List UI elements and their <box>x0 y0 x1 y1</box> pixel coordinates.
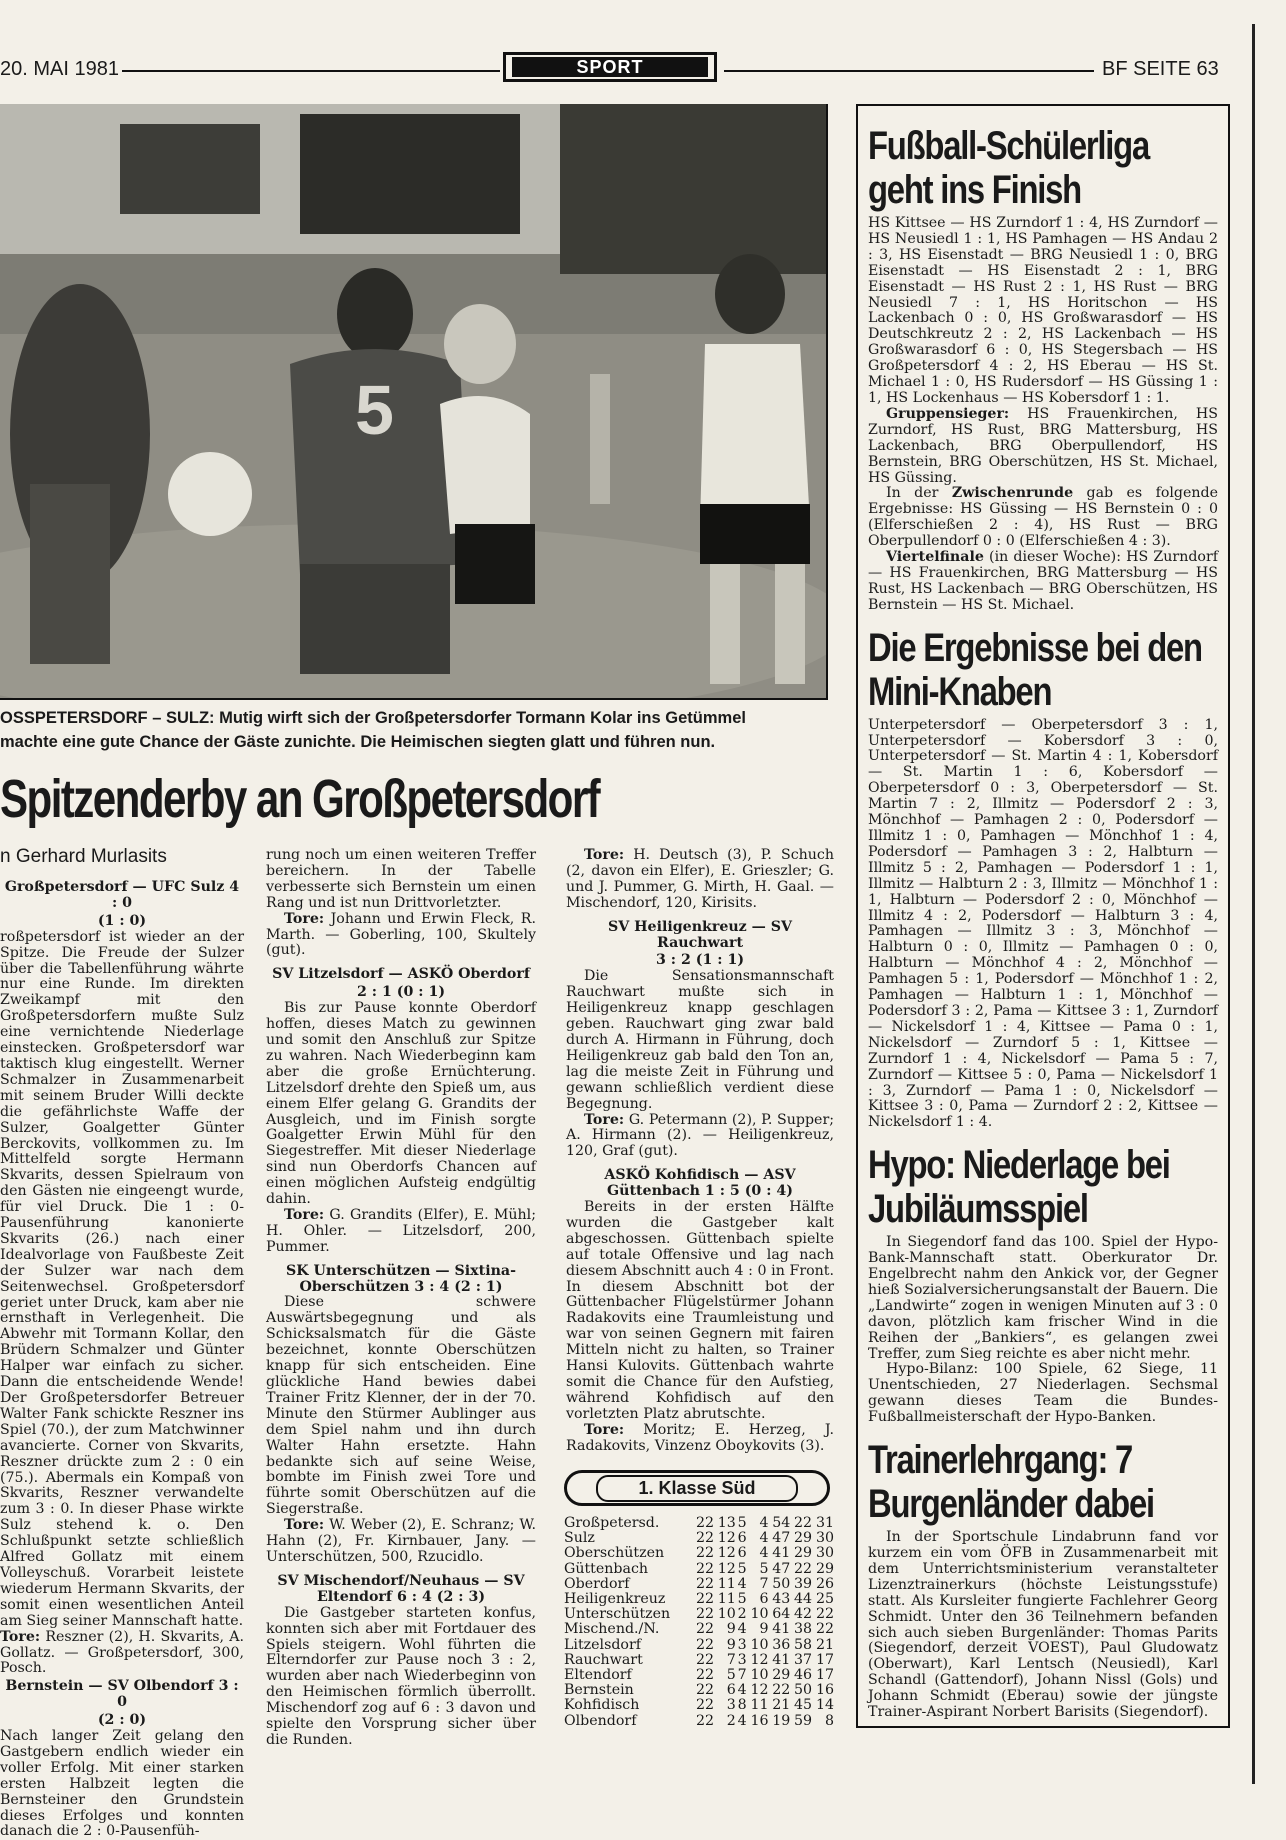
match-result: 2 : 1 (0 : 1) <box>356 984 446 1001</box>
scorers <box>266 912 536 960</box>
paragraph: Hypo-Bilanz: 100 Spiele, 62 Siege, 11 Unentschieden, 27 Niederlagen. Sechsmal gewann dieses Team die Bundes-Fußballmeisterschaft der Hypo-Banken. <box>868 1361 1218 1426</box>
article-column-3 <box>566 848 834 1455</box>
table-cell: 4 <box>737 1621 747 1638</box>
sidebar-article-hypo <box>868 1235 1218 1426</box>
paragraph: Unterpetersdorf — Oberpetersdorf 3 : 1, Unterpetersdorf — Kobersdorf 3 : 0, Unterpetersdorf — St. Martin 4 : 1, Kobersdorf — St. Martin 1 : 6, Kobersdorf — Oberpetersdorf 0 : 3, Oberpetersdorf — St. Martin 7 : 2, Illmitz — Podersdorf 2 : 3, Mönchhof — Pamhagen 2 : 0, Podersdorf — Illmitz 1 : 0, Pamhagen — Mönchhof 1 : 4, Podersdorf — Pamhagen 3 : 2, Halbturn — Illmitz 5 : 2, Pamhagen — Podersdorf 1 : 1, Illmitz — Halbturn 2 : 3, Illmitz — Mönchhof 1 : 1, Halbturn — Podersdorf 2 : 0, Mönchhof — Illmitz 4 : 2, Podersdorf — Halbturn 3 : 4, Pamhagen — Illmitz 3 : 3, Mönchhof — Halbturn 0 : 0, Illmitz — Pamhagen 0 : 0, Halbturn — Mönchhof 4 : 2, Mönchhof — Pamhagen 5 : 1, Podersdorf — Mönchhof 1 : 2, Pamhagen — Halbturn 1 : 1, Mönchhof — Podersdorf 3 : 2, Pama — Kittsee 3 : 1, Zurndorf — Nickelsdorf 1 : 4, Kittsee — Pama 0 : 1, Nickelsdorf — Zurndorf 5 : 1, Kittsee — Zurndorf 1 : 4, Nickelsdorf — Pama 5 : 7, Zurndorf — Kittsee 5 : 0, Pama — Nickelsdorf 1 : 3, Zurndorf — Pama 1 : 0, Nickelsdorf — Kittsee 3 : 0, Pama — Zurndorf 2 : 2, Kittsee — Nickelsdorf 1 : 4. <box>868 716 1218 1131</box>
table-cell: 3 <box>737 1636 747 1653</box>
table-cell: 22 <box>695 1682 715 1699</box>
scorers-label: Tore: <box>584 1111 625 1128</box>
table-cell: 9 <box>759 1621 769 1638</box>
table-row <box>564 1714 834 1729</box>
table-cell: 29 <box>794 1545 813 1562</box>
table-cell: 38 <box>794 1621 813 1638</box>
table-row <box>564 1653 834 1668</box>
table-cell: 43 <box>772 1591 791 1608</box>
main-headline: Spitzenderby an Großpetersdorf <box>0 769 600 829</box>
table-row <box>564 1577 834 1592</box>
table-cell: 29 <box>794 1530 813 1547</box>
table-cell: 12 <box>750 1651 769 1668</box>
table-cell: 26 <box>815 1575 834 1592</box>
table-cell: 22 <box>794 1560 813 1577</box>
scorers-text: H. Deutsch (3), P. Schuch (2, davon ein Elfer), E. Grieszler; G. und J. Pummer, G. Mirth, H. Gaal. — Mischendorf, 120, Kirisits. <box>566 847 835 911</box>
paragraph: Die Sensationsmannschaft Rauchwart mußte sich in Heiligenkreuz knapp geschlagen geben. Rauchwart ging zwar bald durch A. Hirmann in Führung, doch Heiligenkreuz gab bald den Ton an, lag die meiste Zeit in Führung und gewann schließlich verdient diese Begegnung. <box>566 968 834 1112</box>
table-cell: 59 <box>794 1712 813 1729</box>
table-cell: 9 <box>726 1621 736 1638</box>
table-cell: 11 <box>750 1697 769 1714</box>
match-result: 3 : 2 (1 : 1) <box>655 952 745 969</box>
table-cell: 42 <box>794 1606 813 1623</box>
table-cell: 12 <box>717 1530 736 1547</box>
table-cell: 14 <box>815 1697 834 1714</box>
table-cell: 17 <box>815 1667 834 1684</box>
table-cell: 22 <box>794 1515 813 1531</box>
table-row <box>564 1668 834 1683</box>
scorers-text: W. Weber (2), E. Schranz; W. Hahn (2), Fr. Kirnbauer, Jany. — Unterschützen, 500, Rzucidlo. <box>266 1517 536 1565</box>
table-cell: 50 <box>794 1682 813 1699</box>
scorers <box>566 1113 834 1161</box>
table-cell: 41 <box>772 1621 791 1638</box>
table-cell: 5 <box>737 1515 747 1531</box>
table-cell: 6 <box>726 1682 736 1699</box>
table-row <box>564 1592 834 1607</box>
table-row <box>564 1531 834 1546</box>
table-cell: 12 <box>717 1560 736 1577</box>
team-name: Rauchwart <box>564 1651 643 1668</box>
table-cell: 22 <box>695 1606 715 1623</box>
match-heading: SV Litzelsdorf — ASKÖ Oberdorf <box>272 966 530 983</box>
text: (in dieser Woche): HS Zurndorf — HS Frauenkirchen, BRG Mattersburg — HS Rust, HS Lackenbach — BRG Oberschützen, HS Bernstein — HS St. Michael. <box>868 549 1218 613</box>
table-cell: 6 <box>759 1591 769 1608</box>
paragraph: Nach langer Zeit gelang den Gastgebern endlich wieder ein voller Erfolg. Mit einer starken ersten Halbzeit legten die Bernsteiner den Grundstein dieses Erfolges und konnten danach die 2 : 0-Pausenfüh- <box>0 1728 244 1840</box>
header-rule-left <box>122 70 500 72</box>
match-halftime: (2 : 0) <box>97 1712 147 1729</box>
header-rule-right <box>724 70 1094 72</box>
scorers <box>266 1208 536 1256</box>
table-cell: 22 <box>695 1560 715 1577</box>
scorers-text: Johann und Erwin Fleck, R. Marth. — Goberling, 100, Skultely (gut). <box>266 910 536 959</box>
table-cell: 19 <box>772 1712 791 1729</box>
sidebar-article-schuelerliga <box>868 216 1218 614</box>
table-row <box>564 1607 834 1622</box>
table-cell: 2 <box>737 1606 747 1623</box>
table-cell: 39 <box>794 1575 813 1592</box>
table-cell: 7 <box>759 1575 769 1592</box>
table-cell: 54 <box>772 1515 791 1531</box>
sidebar-headline: Trainerlehrgang: 7 Burgenländer dabei <box>868 1438 1154 1527</box>
standings-title-badge <box>564 1470 830 1506</box>
table-cell: 4 <box>737 1682 747 1699</box>
table-cell: 22 <box>772 1682 791 1699</box>
team-name: Kohfidisch <box>564 1697 640 1714</box>
table-cell: 46 <box>794 1667 813 1684</box>
sidebar-headline: Fußball-Schülerliga geht ins Finish <box>868 124 1149 212</box>
table-cell: 5 <box>759 1560 769 1577</box>
sidebar-box <box>856 104 1230 1728</box>
sidebar-headline: Hypo: Niederlage bei Jubiläumsspiel <box>868 1143 1170 1232</box>
paragraph: In der Sportschule Lindabrunn fand vor kurzem ein vom ÖFB in Zusammenarbeit mit dem Unterrichtsministerium veranstalteter Lizenztrainerkurs (höchste Leistungsstufe) statt. Als Kursleiter fungierte Fachlehrer Georg Schmidt. Unter den 36 Teilnehmern befanden sich auch sieben Burgenländer: Thomas Parits (Siegendorf, derzeit VOEST), Paul Gludowatz (Oberwart), Karl Lentsch (Neusiedl), Karl Schandl (Gattendorf), Johann Nissl (Gols) und Johann Schmidt (Eberau) sowie der jüngste Trainer-Aspirant Norbert Barisits (Siegendorf). <box>868 1529 1218 1721</box>
table-cell: 30 <box>815 1545 834 1562</box>
issue-date: 20. MAI 1981 <box>0 58 119 80</box>
table-cell: 36 <box>772 1636 791 1653</box>
scorers <box>566 848 834 912</box>
standings-table <box>564 1516 834 1729</box>
photo-caption <box>0 706 826 754</box>
standings-title: 1. Klasse Süd <box>596 1475 797 1502</box>
table-cell: 10 <box>750 1636 769 1653</box>
match-heading: SV Heiligenkreuz — SV Rauchwart <box>607 918 793 951</box>
table-cell: 22 <box>695 1530 715 1547</box>
table-cell: 22 <box>695 1651 715 1668</box>
paragraph: Diese schwere Auswärtsbegegnung und als Schicksalsmatch für die Gäste bezeichnet, konnte Oberschützen knapp für sich entscheiden. Eine glückliche Hand bewies dabei Trainer Fritz Klenner, der in der 70. Minute den Stürmer Aublinger aus dem Spiel nahm und ihn durch Walter Hahn ersetzte. Hahn bedankte sich auf seine Weise, bombte im Finish zwei Tore und führte somit Oberschützen auf die Siegerstraße. <box>266 1294 536 1518</box>
table-cell: 7 <box>737 1667 747 1684</box>
article-column-2 <box>266 848 536 1749</box>
table-cell: 22 <box>695 1667 715 1684</box>
table-row <box>564 1562 834 1577</box>
table-cell: 37 <box>794 1651 813 1668</box>
table-cell: 4 <box>737 1712 747 1729</box>
table-cell: 29 <box>772 1667 791 1684</box>
table-cell: 4 <box>759 1515 769 1531</box>
table-cell: 11 <box>717 1591 736 1608</box>
table-cell: 45 <box>794 1697 813 1714</box>
table-cell: 47 <box>772 1530 791 1547</box>
table-cell: 10 <box>750 1606 769 1623</box>
table-row <box>564 1546 834 1561</box>
scorers-label: Tore: <box>284 1206 325 1223</box>
table-cell: 2 <box>726 1712 736 1729</box>
table-cell: 3 <box>726 1697 736 1714</box>
table-cell: 22 <box>695 1591 715 1608</box>
paragraph <box>868 486 1218 550</box>
team-name: Eltendorf <box>564 1667 632 1684</box>
page-edge-line <box>1252 24 1255 1784</box>
match-heading: ASKÖ Kohfidisch — ASV Güttenbach 1 : 5 (0 : 4) <box>604 1167 796 1200</box>
scorers-label: Tore: <box>284 1517 325 1534</box>
team-name: Unterschützen <box>564 1606 671 1623</box>
match-heading: SK Unterschützen — Sixtina-Oberschützen 3 : 4 (2 : 1) <box>286 1262 516 1295</box>
table-cell: 22 <box>695 1621 715 1638</box>
scorers <box>266 1518 536 1566</box>
table-cell: 64 <box>772 1606 791 1623</box>
team-name: Olbendorf <box>564 1712 637 1729</box>
table-cell: 21 <box>815 1636 834 1653</box>
table-row <box>564 1698 834 1713</box>
paragraph <box>868 407 1218 487</box>
table-cell: 8 <box>737 1697 747 1714</box>
team-name: Heiligenkreuz <box>564 1591 666 1608</box>
scorers-label: Tore: <box>0 1628 41 1645</box>
label: Gruppensieger: <box>886 405 1010 422</box>
match-heading: SV Mischendorf/Neuhaus — SV Eltendorf 6 : 4 (2 : 3) <box>277 1572 525 1605</box>
scorers <box>0 1630 244 1678</box>
table-cell: 6 <box>737 1530 747 1547</box>
match-photo-illustration <box>0 104 826 698</box>
caption-line-1: OSSPETERSDORF – SULZ: Mutig wirft sich der Großpetersdorfer Tormann Kolar ins Getümmel <box>0 709 746 727</box>
scorers-label: Tore: <box>584 847 625 863</box>
sidebar-headline: Die Ergebnisse bei den Mini-Knaben <box>868 625 1202 714</box>
caption-line-2: machte eine gute Chance der Gäste zunichte. Die Heimischen siegten glatt und führen nun. <box>0 733 716 751</box>
paragraph: HS Kittsee — HS Zurndorf 1 : 4, HS Zurndorf — HS Neusiedl 1 : 1, HS Pamhagen — HS Andau 2 : 3, HS Eisenstadt — BRG Neusiedl 1 : 0, BRG Eisenstadt — HS Eisenstadt 2 : 1, BRG Eisenstadt — HS Rust 2 : 1, HS Rust — BRG Neusiedl 7 : 1, HS Horitschon — HS Lackenbach 0 : 0, HS Großwarasdorf — HS Deutschkreutz 2 : 2, HS Lackenbach — HS Großwarasdorf 6 : 0, HS Stegersbach — HS Großpetersdorf 4 : 2, HS Eberau — HS St. Michael 1 : 0, HS Rudersdorf — HS Güssing 1 : 1, HS Lockenhaus — HS Kobersdorf 1 : 1. <box>868 215 1218 406</box>
team-name: Litzelsdorf <box>564 1636 642 1653</box>
section-badge <box>503 52 717 82</box>
table-cell: 50 <box>772 1575 791 1592</box>
table-cell: 7 <box>726 1651 736 1668</box>
team-name: Oberdorf <box>564 1575 630 1592</box>
table-cell: 5 <box>737 1560 747 1577</box>
table-cell: 16 <box>815 1682 834 1699</box>
scorers <box>566 1423 834 1455</box>
sidebar-article-trainerlehrgang <box>868 1530 1218 1721</box>
shirt-number: 5 <box>355 371 394 449</box>
table-row <box>564 1683 834 1698</box>
table-cell: 5 <box>726 1667 736 1684</box>
team-name: Bernstein <box>564 1682 634 1699</box>
page-number: BF SEITE 63 <box>1102 58 1219 80</box>
scorers-label: Tore: <box>584 1421 625 1438</box>
paragraph <box>868 550 1218 614</box>
table-cell: 44 <box>794 1591 813 1608</box>
paragraph: Die Gastgeber starteten konfus, konnten sich aber mit Fortdauer des Spiels steigern. Wohl führten die Elterndorfer zur Pause noch 3 : 2, wurden aber nach Wiederbeginn von den Heimischen förmlich überrollt. Mischendorf zog auf 6 : 3 davon und spielte den Vorsprung sicher über die Runden. <box>266 1604 536 1748</box>
table-cell: 10 <box>750 1667 769 1684</box>
table-cell: 22 <box>695 1545 715 1562</box>
paragraph: roßpetersdorf ist wieder an der Spitze. Die Freude der Sulzer über die Tabellenführung währte nur eine Runde. Im direkten Zweikampf mit den Großpetersdorfern mußte Sulz eine vernichtende Niederlage einstecken. Großpetersdorf war taktisch klug eingestellt. Werner Schmalzer in Zusammenarbeit mit seinem Bruder Willi deckte die gefährlichste Waffe der Sulzer, Goalgetter Günter Berckovits, vollkommen zu. Im Mittelfeld sorgte Hermann Skvarits, dessen Spielraum von den Gästen nie eingeengt wurde, für viel Druck. Die 1 : 0-Pausenführung kanonierte Skvarits (26.) nach einer Idealvorlage von Faußbeste Zeit der Sulzer war nach dem Seitenwechsel. Großpetersdorf geriet unter Druck, kam aber nie ernsthaft in Verlegenheit. Die Abwehr mit Tormann Kollar, den Brüdern Schmalzer und Günter Halper war einfach zu sicher. Dann die entscheidende Wende! Der Großpetersdorfer Betreuer Walter Fank schickte Reszner ins Spiel (70.), der zum Matchwinner avancierte. Corner von Skvarits, Reszner drückte zum 2 : 0 ein (75.). Abermals ein Kompaß von Skvarits, Reszner verwandelte zum 3 : 0. In dieser Phase wirkte Sulz stehend k. o. Den Schlußpunkt setzte schließlich Alfred Gollatz mit einem Volleyschuß. Vorarbeit leistete wiederum Hermann Skvarits, der somit einen wesentlichen Anteil am Sieg seiner Mannschaft hatte. <box>0 928 244 1629</box>
table-cell: 22 <box>695 1575 715 1592</box>
match-heading: Großpetersdorf — UFC Sulz 4 : 0 <box>4 879 240 911</box>
table-cell: 12 <box>717 1545 736 1562</box>
table-cell: 22 <box>695 1515 715 1531</box>
byline: n Gerhard Murlasits <box>0 846 167 867</box>
table-cell: 8 <box>824 1712 834 1729</box>
match-halftime: (1 : 0) <box>97 912 147 929</box>
table-cell: 4 <box>759 1530 769 1547</box>
scorers-text: G. Grandits (Elfer), E. Mühl; H. Ohler. — Litzelsdorf, 200, Pummer. <box>266 1206 536 1255</box>
table-cell: 16 <box>750 1712 769 1729</box>
paragraph: Bereits in der ersten Hälfte wurden die Gastgeber kalt abgeschossen. Güttenbach spielte auf totale Offensive und lag nach diesem Abschnitt auch 4 : 0 in Front. In diesem Abschnitt bot der Güttenbacher Flügelstürmer Johann Radakovits eine Traumleistung und war von seinen Gegnern mit fairen Mitteln nicht zu halten, so Trainer Hansi Kulovits. Güttenbach wahrte somit die Chance für den Aufstieg, während Kohfidisch auf den vorletzten Platz abrutschte. <box>566 1199 834 1422</box>
table-row <box>564 1516 834 1531</box>
table-cell: 22 <box>695 1712 715 1729</box>
table-row <box>564 1622 834 1637</box>
table-cell: 4 <box>759 1545 769 1562</box>
table-cell: 11 <box>717 1575 736 1592</box>
table-cell: 41 <box>772 1545 791 1562</box>
match-heading: Bernstein — SV Olbendorf 3 : 0 <box>5 1678 239 1711</box>
table-cell: 31 <box>815 1515 834 1531</box>
team-name: Oberschützen <box>564 1545 665 1562</box>
table-row <box>564 1638 834 1653</box>
table-cell: 30 <box>815 1530 834 1547</box>
label: Zwischenrunde <box>951 485 1074 502</box>
article-column-1 <box>0 878 244 1840</box>
table-cell: 12 <box>750 1682 769 1699</box>
table-cell: 22 <box>695 1636 715 1653</box>
scorers-text: Moritz; E. Herzeg, J. Radakovits, Vinzenz Oboykovits (3). <box>566 1421 834 1454</box>
table-cell: 22 <box>815 1606 834 1623</box>
scorers-text: Reszner (2), H. Skvarits, A. Gollatz. — Großpetersdorf, 300, Posch. <box>0 1628 244 1677</box>
table-cell: 6 <box>737 1545 747 1562</box>
paragraph: rung noch um einen weiteren Treffer bereichern. In der Tabelle verbesserte sich Bernstein um einen Rang und ist nun Drittvorletzter. <box>266 847 536 911</box>
table-cell: 47 <box>772 1560 791 1577</box>
team-name: Sulz <box>564 1530 595 1547</box>
sidebar-article-mini-knaben <box>868 718 1218 1132</box>
table-cell: 10 <box>717 1606 736 1623</box>
match-photo <box>0 104 828 700</box>
table-cell: 9 <box>726 1636 736 1653</box>
team-name: Großpetersd. <box>564 1515 660 1531</box>
scorers-label: Tore: <box>284 910 325 927</box>
table-cell: 13 <box>717 1515 736 1531</box>
table-cell: 3 <box>737 1651 747 1668</box>
text: In der <box>886 485 939 502</box>
table-cell: 29 <box>815 1560 834 1577</box>
table-cell: 25 <box>815 1591 834 1608</box>
table-cell: 4 <box>737 1575 747 1592</box>
table-cell: 22 <box>695 1697 715 1714</box>
table-cell: 21 <box>772 1697 791 1714</box>
team-name: Güttenbach <box>564 1560 649 1577</box>
text: HS Frauenkirchen, HS Zurndorf, HS Rust, BRG Mattersburg, HS Lackenbach, BRG Oberpullendorf, HS Bernstein, BRG Oberschützen, HS St. Michael, HS Güssing. <box>868 405 1218 486</box>
label: Viertelfinale <box>886 549 984 566</box>
table-cell: 58 <box>794 1636 813 1653</box>
table-cell: 22 <box>815 1621 834 1638</box>
paragraph: In Siegendorf fand das 100. Spiel der Hypo-Bank-Mannschaft statt. Oberkurator Dr. Engelbrecht nahm den Ankick vor, der Gegner hieß Sozialversicherungsanstalt der Bauern. Die „Landwirte“ zogen in wenigen Minuten auf 3 : 0 davon, plötzlich kam frischer Wind in die Reihen der „Bankiers“, es gelangen zwei Treffer, zum Sieg reichte es aber nicht mehr. <box>868 1234 1218 1362</box>
table-cell: 5 <box>737 1591 747 1608</box>
section-label: SPORT <box>512 57 708 77</box>
team-name: Mischend./N. <box>564 1621 660 1638</box>
table-cell: 41 <box>772 1651 791 1668</box>
scorers-text: G. Petermann (2), P. Supper; A. Hirmann (2). — Heiligenkreuz, 120, Graf (gut). <box>566 1111 835 1160</box>
paragraph: Bis zur Pause konnte Oberdorf hoffen, dieses Match zu gewinnen und somit den Anschluß zur Spitze zu wahren. Nach Wiederbeginn kam aber die große Ernüchterung. Litzelsdorf drehte den Spieß um, aus einem Elfer gelang G. Grandits der Ausgleich, und im Finish sorgte Goalgetter Erwin Mühl für den Siegestreffer. Mit dieser Niederlage sind nun Oberdorfs Chancen auf einen möglichen Aufsteig endgültig dahin. <box>266 1000 536 1208</box>
table-cell: 17 <box>815 1651 834 1668</box>
text: gab es folgende Ergebnisse: HS Güssing — HS Bernstein 0 : 0 (Elferschießen 2 : 4), HS Rust — BRG Oberpullendorf 0 : 0 (Elferschießen 4 : 3). <box>868 485 1219 550</box>
